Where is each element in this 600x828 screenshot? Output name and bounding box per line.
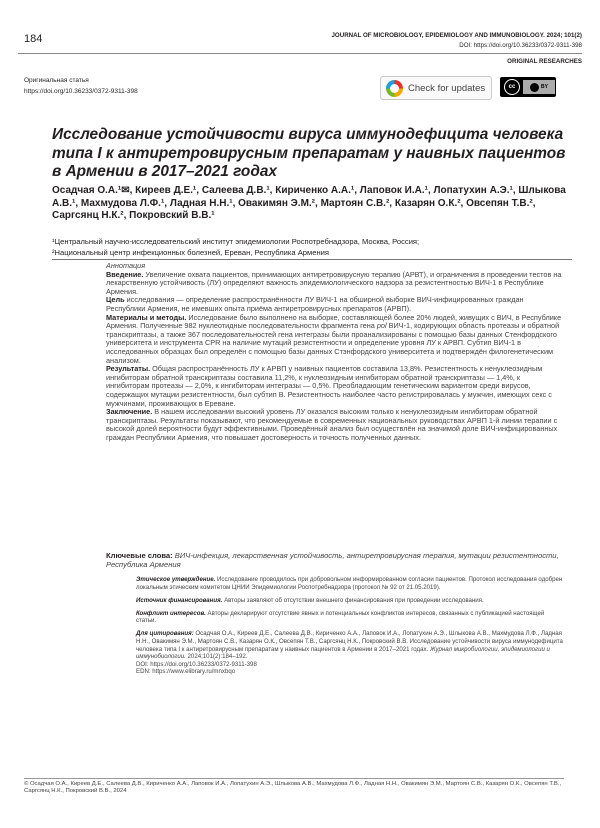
crossmark-icon <box>386 80 403 97</box>
abstract-methods: Материалы и методы. Исследование было выполнено на выборке, составляющей более 20% людей, живущих с ВИЧ, в Республике Армения. Полученные 982 нуклеотидные последовательности фрагмента гена pol ВИЧ-1, кодирующих область протеазы и обратной транскриптазы, а также 367 последовательностей гена интегразы были проанализированы с помощью базы данных Стенфордского университета и инструмента CPR на наличие мутаций резистентности и определение уровня ЛУ к АРВП. Субтип ВИЧ-1 в исследованных образцах был определён с помощью базы данных Стэнфордского университета и подтверждён филогенетическим анализом. <box>106 312 562 365</box>
creative-commons-icon: cc <box>504 79 520 95</box>
footer-divider <box>24 778 564 779</box>
citation: Для цитирования: Осадчая О.А., Киреев Д.Е., Салеева Д.В., Кириченко А.А., Лаповок И.А., Лопатухин А.Э., Шлыкова А.В., Махмудова Л.Ф., Ладная Н.Н., Овакимян Э.М., Мартоян С.В., Казарян О.К., Овсепян Т.В., Саргсянц Н.К., Покровский В.В. Исследование устойчивости вируса иммунодефицита человека типа I к антиретровирусным препаратам у наивных пациентов в Армении в 2017–2021 годах. Журнал микробиологии, эпидемиологии и иммунобиологии. 2024;101(2):184–192. DOI: https://doi.org/10.36233/0372-9311-398 EDN: https://www.elibrary.ru/mnxbqo <box>136 630 563 676</box>
journal-title: JOURNAL OF MICROBIOLOGY, EPIDEMIOLOGY AND IMMUNOBIOLOGY. 2024; 101(2) <box>331 32 582 39</box>
abstract-heading: Аннотация <box>106 261 146 270</box>
abstract-conclusion: Заключение. В нашем исследовании высокий уровень ЛУ оказался высоким только к ненуклеозидным ингибиторам обратной транскриптазы. Результаты показывают, что рекомендуемые в современных национальных руководствах АРВП 1-й линии терапии с высокой долей вероятности будут эффективными. Проведённый анализ был осуществлён на значимой доле ВИЧ-инфицированных граждан Республики Армения, что повышает достоверность и точность полученных данных. <box>106 407 558 442</box>
attribution-icon <box>523 80 555 94</box>
citation-doi[interactable]: DOI: https://doi.org/10.36233/0372-9311-398 <box>136 660 257 668</box>
check-for-updates-label: Check for updates <box>408 82 486 94</box>
abstract <box>106 262 564 442</box>
person-icon <box>530 83 539 92</box>
journal-header <box>252 31 582 50</box>
affiliation-2: ²Национальный центр инфекционных болезней, Ереван, Республика Армения <box>52 248 330 257</box>
article-type-block <box>24 76 138 97</box>
section-label: ORIGINAL RESEARCHES <box>507 58 582 65</box>
abstract-aim: Цель исследования — определение распространённости ЛУ ВИЧ-1 на обширной выборке ВИЧ-инфицированных граждан Республики Армения, не имевших опыта приёма антиретровирусных препаратов (АРВП). <box>106 295 524 313</box>
page-number: 184 <box>24 33 43 45</box>
by-label: BY <box>541 84 548 90</box>
abstract-divider <box>52 259 572 260</box>
header-divider <box>18 53 582 54</box>
conflict-statement: Конфликт интересов. Авторы декларируют отсутствие явных и потенциальных конфликтов интересов, связанных с публикацией настоящей статьи. <box>136 609 545 625</box>
cc-by-license-badge[interactable] <box>500 77 556 97</box>
keywords-label: Ключевые слова: <box>106 551 173 560</box>
citation-edn[interactable]: EDN: https://www.elibrary.ru/mnxbqo <box>136 668 236 676</box>
article-metadata <box>136 576 564 682</box>
copyright-notice: © Осадчая О.А., Киреев Д.Е., Салеева Д.В., Кириченко А.А., Лаповок И.А., Лопатухин А.Э., Шлыкова А.В., Махмудова Л.Ф., Ладная Н.Н., Овакимян Э.М., Мартоян С.В., Казарян О.К., Овсепян Т.В., Саргсянц Н.К., Покровский В.В., 2024 <box>24 781 562 795</box>
funding-statement: Источник финансирования. Авторы заявляют об отсутствии внешнего финансирования при проведении исследования. <box>136 596 484 604</box>
affiliation-1: ¹Центральный научно-исследовательский институт эпидемиологии Роспотребнадзора, Москва, Россия; <box>52 237 420 246</box>
abstract-results: Результаты. Общая распространённость ЛУ к АРВП у наивных пациентов составила 13,8%. Резистентность к ненуклеозидным ингибиторам обратной транскриптазы составила 11,2%, к нуклеозидным ингибиторам обратной транскриптазы — 1,4%, к ингибиторам протеазы — 2,0%, к ингибиторам интегразы — 0,5%. Преобладающим генетическим вариантом среди вирусов, содержащих мутации резистентности, был субтип B. Резистентность наиболее часто регистрировалась у мужчин, имеющих секс с мужчинами, проживающих в Ереване. <box>106 364 552 408</box>
abstract-introduction: Введение. Увеличение охвата пациентов, принимающих антиретровирусную терапию (АРВТ), и ограничения в проведении тестов на лекарственную устойчивость (ЛУ) определяют важность эпидемиологического надзора за резистентностью ВИЧ-1 в Республике Армения. <box>106 269 562 296</box>
affiliations <box>52 236 572 258</box>
ethics-statement: Этическое утверждение. Исследование проводилось при добровольном информированном согласии пациентов. Протокол исследования одобрен локальным этическим комитетом ЦНИИ Эпидемиологии Роспотребнадзора (протокол № 92 от 21.05.2019). <box>136 576 563 591</box>
article-title: Исследование устойчивости вируса иммунодефицита человека типа I к антиретровирусным препаратам у наивных пациентов в Армении в 2017–2021 годах <box>52 126 566 180</box>
check-for-updates-button[interactable] <box>380 76 492 100</box>
article-doi[interactable]: https://doi.org/10.36233/0372-9311-398 <box>24 87 138 95</box>
keywords-text: ВИЧ-инфекция, лекарственная устойчивость, антиретровирусная терапия, мутации резистентности, Республика Армения <box>106 551 559 570</box>
article-type: Оригинальная статья <box>24 77 89 84</box>
journal-doi[interactable]: DOI: https://doi.org/10.36233/0372-9311-398 <box>459 41 582 49</box>
keywords <box>106 551 564 569</box>
author-list: Осадчая О.А.¹✉, Киреев Д.Е.¹, Салеева Д.В.¹, Кириченко А.А.¹, Лаповок И.А.¹, Лопатухин А.Э.¹, Шлыкова А.В.¹, Махмудова Л.Ф.¹, Ладная Н.Н.¹, Овакимян Э.М.², Мартоян С.В.², Казарян О.К.², Овсепян Т.В.², Саргсянц Н.К.², Покровский В.В.¹ <box>52 185 566 221</box>
